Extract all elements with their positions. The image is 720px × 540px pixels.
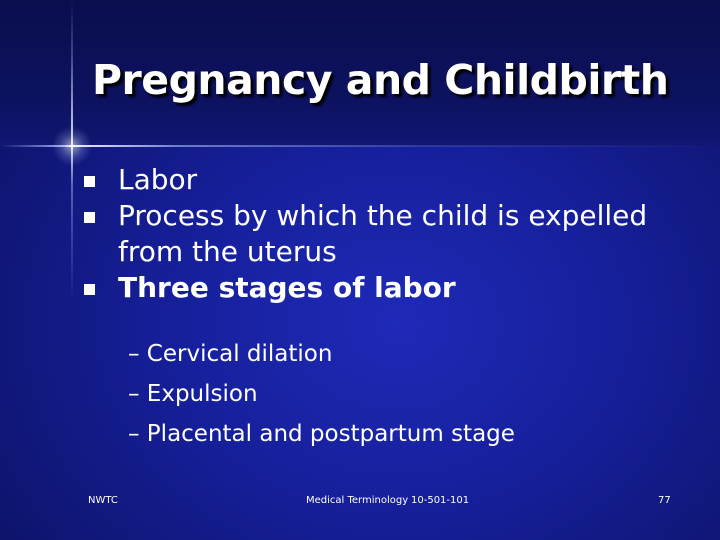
bullet-text: Labor: [118, 163, 198, 196]
slide-title: Pregnancy and Childbirth: [92, 56, 669, 104]
footer-course-code: 10-501-101: [411, 495, 470, 506]
bullet-item: [84, 270, 684, 306]
bullet-text: Process by which the child is expelled from the uterus: [118, 199, 648, 268]
decorative-star-glow: [52, 126, 92, 166]
footer-organization: NWTC: [88, 495, 118, 506]
bullet-item: [84, 198, 684, 270]
sub-bullet-item: – Expulsion: [128, 381, 258, 407]
footer-course-name: Medical Terminology: [306, 495, 409, 506]
sub-bullet-list: [128, 334, 515, 454]
square-bullet-icon: [84, 176, 95, 187]
decorative-horizontal-line: [0, 145, 720, 147]
bullet-item: [84, 162, 684, 198]
sub-bullet-item: – Placental and postpartum stage: [128, 421, 515, 447]
square-bullet-icon: [84, 284, 95, 295]
sub-bullet-item: – Cervical dilation: [128, 341, 333, 367]
footer-page-number: 77: [658, 495, 671, 506]
bullet-text: Three stages of labor: [118, 271, 456, 304]
square-bullet-icon: [84, 212, 95, 223]
bullet-list: [84, 162, 684, 306]
